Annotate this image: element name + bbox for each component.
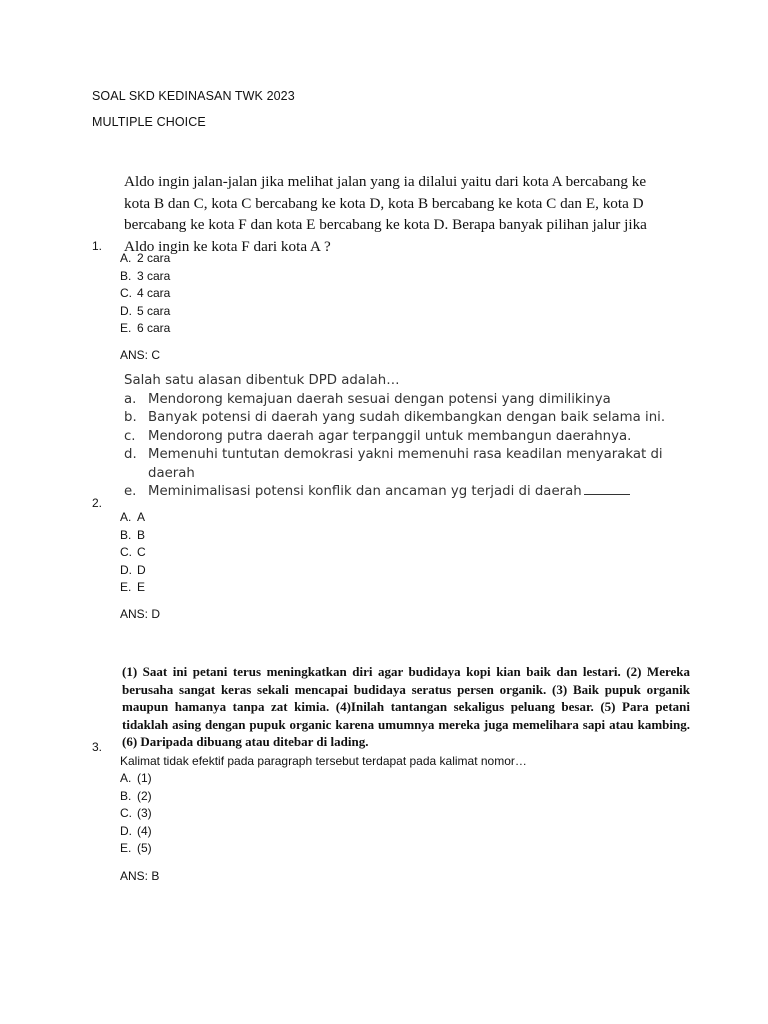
option-letter: A.	[120, 251, 132, 265]
choice-text: Mendorong putra daerah agar terpanggil untuk membangun daerahnya.	[148, 428, 632, 444]
question-3-options	[120, 770, 152, 858]
choice-item	[124, 446, 702, 465]
question-1-answer: ANS: C	[120, 348, 161, 362]
option-item	[120, 805, 152, 823]
stem-line: Aldo ingin ke kota F dari kota A ?	[124, 237, 331, 255]
choice-letter: b.	[124, 410, 137, 425]
option-text: A	[137, 510, 146, 524]
choice-text: daerah	[148, 465, 195, 481]
underline-mark	[584, 494, 630, 495]
stem-line: bercabang ke kota F dan kota E bercabang ke kota D. Berapa banyak pilihan jalur jika	[124, 216, 647, 233]
option-item	[120, 770, 152, 788]
option-letter: A.	[120, 771, 132, 785]
option-text: (2)	[137, 788, 152, 803]
choice-text: Memenuhi tuntutan demokrasi yakni memenuhi rasa keadilan menyarakat di	[148, 447, 663, 462]
option-text: 5 cara	[137, 303, 171, 318]
question-3-paragraph: (1) Saat ini petani terus meningkatkan diri agar budidaya kopi kian baik dan lestari. (2) Mereka berusaha sangat keras sekali mencapai budidaya seratus persen organik. (3) Baik pupuk organik maupun hamanya tanpa zat kimia. (4)Inilah tantangan sekaligus peluang besar. (5) Para petani tidaklah asing dengan pupuk organic karena umumnya mereka juga memelihara sapi atau kambing. (6) Daripada dibuang atau ditebar di lading.	[122, 664, 690, 750]
question-2-options	[120, 509, 146, 597]
option-letter: C.	[120, 545, 132, 560]
option-text: 4 cara	[137, 286, 171, 301]
option-letter: B.	[120, 788, 132, 803]
option-letter: D.	[120, 562, 132, 577]
option-text: C	[137, 545, 146, 560]
question-3-instruction: Kalimat tidak efektif pada paragraph tersebut terdapat pada kalimat nomor…	[120, 754, 527, 768]
option-letter: A.	[120, 510, 132, 524]
question-2-stem-block	[124, 372, 702, 502]
option-text: B	[137, 527, 146, 542]
choice-item	[124, 428, 702, 447]
choice-item	[124, 391, 702, 410]
option-item	[120, 544, 146, 562]
question-2-answer: ANS: D	[120, 607, 161, 621]
option-letter: E.	[120, 580, 132, 595]
question-1-number: 1.	[92, 239, 103, 253]
question-1-options	[120, 250, 170, 338]
choice-item-continuation	[124, 465, 702, 484]
option-letter: D.	[120, 303, 132, 318]
document-subtitle: MULTIPLE CHOICE	[92, 115, 206, 129]
choice-item	[124, 483, 702, 502]
option-item	[120, 823, 152, 841]
option-text: 6 cara	[137, 321, 171, 336]
option-text: E	[137, 580, 146, 595]
option-text: (1)	[137, 771, 152, 785]
option-item	[120, 303, 170, 321]
option-item	[120, 268, 170, 286]
option-item	[120, 509, 146, 527]
option-text: (4)	[137, 823, 152, 838]
question-3-answer: ANS: B	[120, 869, 160, 883]
choice-text: Meminimalisasi potensi konflik dan ancaman yg terjadi di daerah	[148, 484, 582, 499]
stem-line: kota B dan C, kota C bercabang ke kota D, kota B bercabang ke kota C dan E, kota D	[124, 194, 644, 212]
choice-item	[124, 409, 702, 428]
option-letter: E.	[120, 841, 132, 856]
option-item	[120, 579, 146, 597]
option-letter: D.	[120, 823, 132, 838]
choice-letter: e.	[124, 484, 137, 499]
option-item	[120, 788, 152, 806]
option-text: 2 cara	[137, 251, 171, 265]
option-letter: C.	[120, 806, 132, 821]
option-item	[120, 562, 146, 580]
option-text: 3 cara	[137, 268, 171, 283]
option-text: D	[137, 562, 146, 577]
option-item	[120, 250, 170, 268]
question-1-stem	[124, 171, 702, 257]
choice-letter: d.	[124, 447, 137, 462]
option-item	[120, 840, 152, 858]
choice-letter: a.	[124, 391, 137, 407]
option-letter: B.	[120, 268, 132, 283]
question-2-number: 2.	[92, 496, 103, 510]
option-item	[120, 320, 170, 338]
option-item	[120, 285, 170, 303]
option-letter: B.	[120, 527, 132, 542]
option-item	[120, 527, 146, 545]
option-text: (5)	[137, 841, 152, 856]
choice-text: Mendorong kemajuan daerah sesuai dengan potensi yang dimilikinya	[148, 391, 611, 407]
choice-text: Banyak potensi di daerah yang sudah dikembangkan dengan baik selama ini.	[148, 410, 666, 425]
option-letter: E.	[120, 321, 132, 336]
document-title: SOAL SKD KEDINASAN TWK 2023	[92, 89, 295, 103]
question-2-stem: Salah satu alasan dibentuk DPD adalah…	[124, 373, 400, 388]
stem-line: Aldo ingin jalan-jalan jika melihat jalan yang ia dilalui yaitu dari kota A bercabang ke	[124, 173, 647, 190]
option-letter: C.	[120, 286, 132, 301]
choice-letter: c.	[124, 428, 136, 444]
option-text: (3)	[137, 806, 152, 821]
question-3-number: 3.	[92, 740, 103, 754]
